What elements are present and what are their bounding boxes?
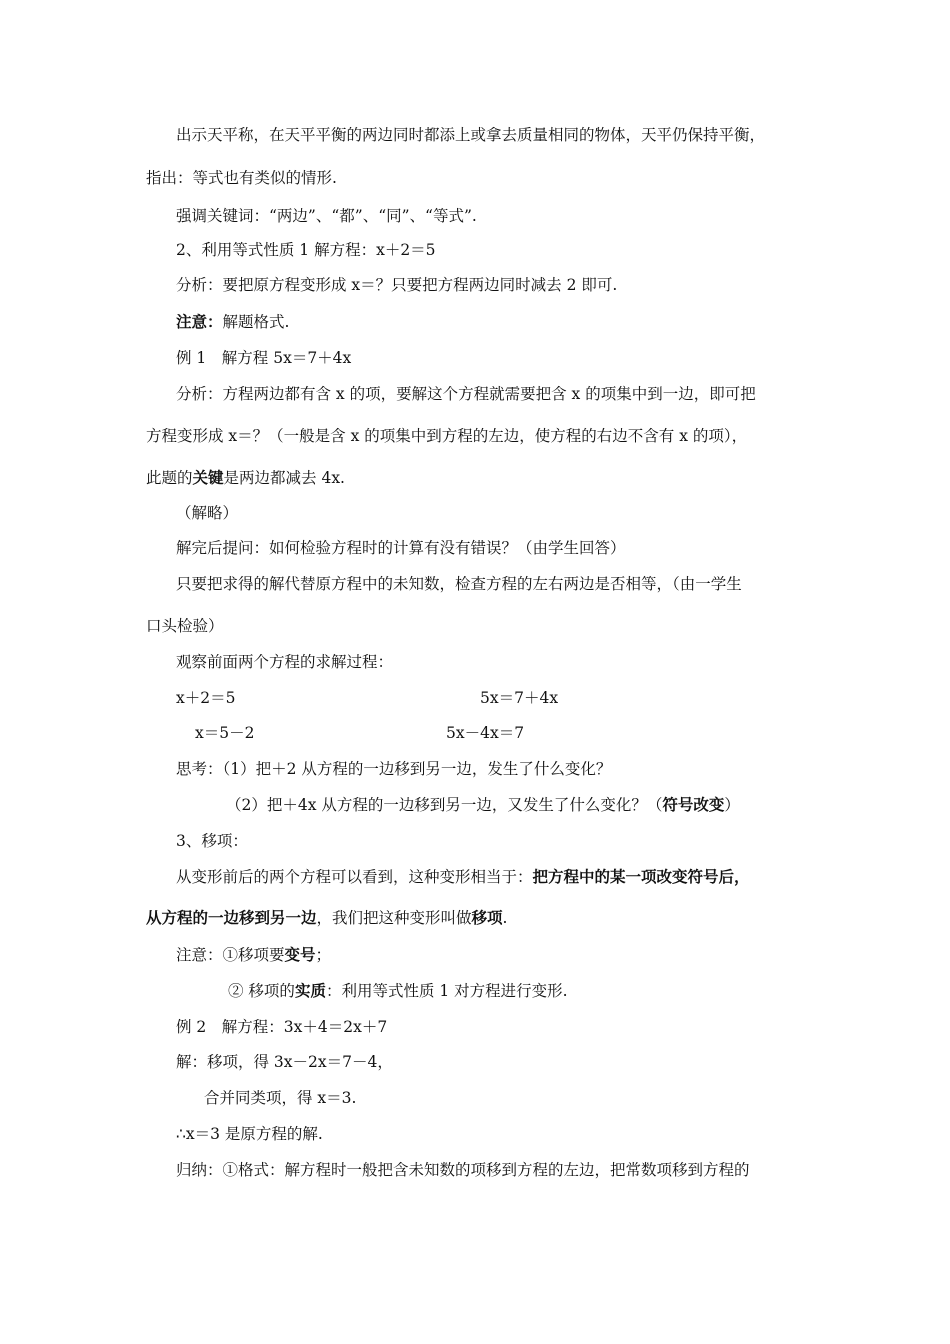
equation: 5x－4x＝7 bbox=[446, 724, 525, 742]
text-line: 思考：（1）把＋2 从方程的一边移到另一边，发生了什么变化？ bbox=[176, 760, 612, 778]
example-heading: 例 1 解方程 5x＝7＋4x bbox=[176, 349, 352, 367]
bold-keyword: 实质 bbox=[294, 982, 326, 1000]
text-line: （2）把＋4x 从方程的一边移到另一边，又发生了什么变化？（符号改变） bbox=[226, 796, 740, 814]
bold-label: 注意： bbox=[176, 313, 223, 331]
bold-keyword: 移项 bbox=[471, 909, 503, 927]
equation: x＋2＝5 bbox=[176, 689, 236, 707]
text-line: ∴x＝3 是原方程的解. bbox=[176, 1125, 323, 1143]
section-heading: 3、移项： bbox=[176, 832, 248, 850]
text-line: 分析：方程两边都有含 x 的项，要解这个方程就需要把含 x 的项集中到一边，即可把 bbox=[176, 385, 756, 403]
bold-keyword: 变号 bbox=[284, 946, 316, 964]
text-line: 注意：①移项要变号； bbox=[176, 946, 332, 964]
text-line: 2、利用等式性质 1 解方程：x＋2＝5 bbox=[176, 241, 436, 259]
equation: 5x＝7＋4x bbox=[480, 689, 559, 707]
text-line: 归纳：①格式：解方程时一般把含未知数的项移到方程的左边，把常数项移到方程的 bbox=[176, 1161, 750, 1179]
text-line: 指出：等式也有类似的情形. bbox=[146, 169, 337, 187]
text-line: 分析：要把原方程变形成 x＝？只要把方程两边同时减去 2 即可. bbox=[176, 276, 618, 294]
text-line: 注意：解题格式. bbox=[176, 313, 290, 331]
text-line: 从变形前后的两个方程可以看到，这种变形相当于：把方程中的某一项改变符号后， bbox=[176, 868, 750, 886]
text-line: ② 移项的实质：利用等式性质 1 对方程进行变形. bbox=[228, 982, 568, 1000]
text-line: 合并同类项，得 x＝3. bbox=[204, 1089, 357, 1107]
text-line: 强调关键词：“两边”、“都”、“同”、“等式”. bbox=[176, 207, 477, 225]
text-line: 口头检验） bbox=[146, 617, 224, 635]
text-line: 出示天平称，在天平平衡的两边同时都添上或拿去质量相同的物体，天平仍保持平衡， bbox=[176, 126, 766, 144]
text-line: 此题的关键是两边都减去 4x. bbox=[146, 469, 345, 487]
text-line: 从方程的一边移到另一边，我们把这种变形叫做移项. bbox=[146, 909, 508, 927]
bold-keyword: 关键 bbox=[192, 469, 224, 487]
text-line: 观察前面两个方程的求解过程： bbox=[176, 653, 394, 671]
bold-definition: 从方程的一边移到另一边 bbox=[146, 909, 317, 927]
text-line: 解完后提问：如何检验方程时的计算有没有错误？（由学生回答） bbox=[176, 539, 626, 557]
example-heading: 例 2 解方程：3x＋4＝2x＋7 bbox=[176, 1018, 388, 1036]
text-line: 只要把求得的解代替原方程中的未知数，检查方程的左右两边是否相等，（由一学生 bbox=[176, 575, 742, 593]
equation: x＝5－2 bbox=[195, 724, 255, 742]
text-line: 方程变形成 x＝？（一般是含 x 的项集中到方程的左边，使方程的右边不含有 x 的项）， bbox=[146, 427, 748, 445]
text-line: 解：移项，得 3x－2x＝7－4， bbox=[176, 1053, 393, 1071]
bold-definition: 把方程中的某一项改变符号后， bbox=[532, 868, 750, 886]
text-line: （解略） bbox=[176, 504, 239, 522]
bold-keyword: 符号改变 bbox=[662, 796, 725, 814]
